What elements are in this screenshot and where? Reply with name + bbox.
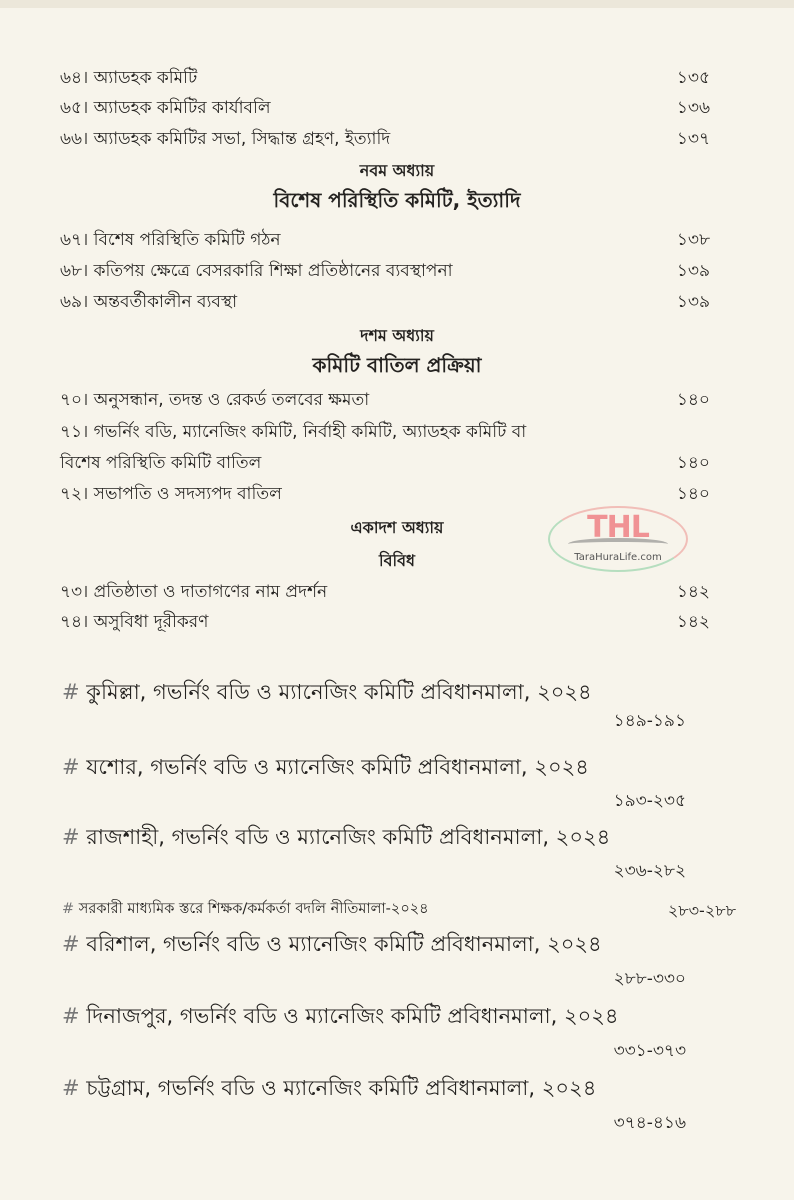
supplement-title-text: বরিশাল, গভর্নিং বডি ও ম্যানেজিং কমিটি প্রবিধানমালা, ২০২৪ <box>86 932 602 956</box>
entry-text: বিশেষ পরিস্থিতি কমিটি বাতিল <box>60 453 262 473</box>
entry-page: ১৩৮ <box>676 230 710 250</box>
toc-entry <box>60 479 710 509</box>
supplement-title-text: কুমিল্লা, গভর্নিং বডি ও ম্যানেজিং কমিটি প্রবিধানমালা, ২০২৪ <box>86 680 592 704</box>
toc-entry <box>60 225 710 255</box>
entry-text: ৬৪। অ্যাডহক কমিটি <box>60 68 198 88</box>
toc-entry <box>60 607 710 637</box>
supplement-title <box>62 1072 596 1107</box>
toc-entry <box>60 124 710 154</box>
entry-text: ৭৩। প্রতিষ্ঠাতা ও দাতাগণের নাম প্রদর্শন <box>60 582 328 602</box>
supplement-pages: ২৮৮-৩৩০ <box>613 969 686 989</box>
hash-marker: # <box>62 932 80 956</box>
supplement-pages: ২৮৩-২৮৮ <box>667 901 736 920</box>
supplement-title <box>62 821 610 856</box>
supplement-title <box>62 751 589 786</box>
entry-page: ১৩৫ <box>676 68 710 88</box>
hash-marker: # <box>62 901 75 917</box>
entry-page: ১৩৬ <box>676 98 710 118</box>
supplement-pages: ৩৩১-৩৭৩ <box>613 1041 686 1061</box>
entry-text: ৬৮। কতিপয় ক্ষেত্রে বেসরকারি শিক্ষা প্রতিষ্ঠানের ব্যবস্থাপনা <box>60 261 453 281</box>
entry-text: ৭৪। অসুবিধা দূরীকরণ <box>60 612 209 632</box>
toc-entry <box>60 287 710 317</box>
entry-text: ৬৬। অ্যাডহক কমিটির সভা, সিদ্ধান্ত গ্রহণ, ইত্যাদি <box>60 129 391 149</box>
toc-entry <box>60 448 710 478</box>
supplement-title <box>62 676 592 711</box>
chapter-title: কমিটি বাতিল প্রক্রিয়া <box>312 353 482 377</box>
entry-page: ১৪০ <box>676 390 710 410</box>
watermark-site: TaraHuraLife.com <box>574 552 662 563</box>
supplement-title-text: চট্টগ্রাম, গভর্নিং বডি ও ম্যানেজিং কমিটি প্রবিধানমালা, ২০২৪ <box>86 1076 597 1100</box>
toc-entry <box>60 93 710 123</box>
entry-text: ৬৭। বিশেষ পরিস্থিতি কমিটি গঠন <box>60 230 281 250</box>
hash-marker: # <box>62 680 80 704</box>
supplement-pages: ১৪৯-১৯১ <box>613 711 686 731</box>
entry-text: ৬৫। অ্যাডহক কমিটির কার্যাবলি <box>60 98 271 118</box>
hash-marker: # <box>62 755 80 779</box>
entry-text: ৬৯। অন্তবর্তীকালীন ব্যবস্থা <box>60 292 238 312</box>
entry-page: ১৩৯ <box>676 292 710 312</box>
supplement-title <box>62 1000 619 1035</box>
hash-marker: # <box>62 1076 80 1100</box>
supplement-pages: ১৯৩-২৩৫ <box>613 791 686 811</box>
toc-entry <box>60 63 710 93</box>
entry-text: ৭২। সভাপতি ও সদস্যপদ বাতিল <box>60 484 282 504</box>
supplement-title-text: দিনাজপুর, গভর্নিং বডি ও ম্যানেজিং কমিটি প্রবিধানমালা, ২০২৪ <box>86 1004 619 1028</box>
supplement-pages: ৩৭৪-৪১৬ <box>613 1113 686 1133</box>
page-top-edge <box>0 0 794 8</box>
supplement-title <box>62 898 736 922</box>
entry-page: ১৪০ <box>676 484 710 504</box>
supplement-title-text: যশোর, গভর্নিং বডি ও ম্যানেজিং কমিটি প্রবিধানমালা, ২০২৪ <box>86 755 589 779</box>
watermark-logo-mark: THL <box>587 510 649 545</box>
toc-entry <box>60 417 710 447</box>
entry-page: ১৪২ <box>676 582 710 602</box>
entry-text: ৭১। গভর্নিং বডি, ম্যানেজিং কমিটি, নির্বাহী কমিটি, অ্যাডহক কমিটি বা <box>60 422 527 442</box>
chapter-heading: নবম অধ্যায় <box>359 161 435 180</box>
entry-page: ১৪২ <box>676 612 710 632</box>
chapter-title: বিবিধ <box>379 551 415 570</box>
toc-entry <box>60 385 710 415</box>
chapter-heading: একাদশ অধ্যায় <box>350 518 444 537</box>
entry-page: ১৪০ <box>676 453 710 473</box>
supplement-pages: ২৩৬-২৮২ <box>613 861 686 881</box>
toc-entry <box>60 577 710 607</box>
chapter-title: বিশেষ পরিস্থিতি কমিটি, ইত্যাদি <box>273 188 521 212</box>
hash-marker: # <box>62 1004 80 1028</box>
supplement-title-text: রাজশাহী, গভর্নিং বডি ও ম্যানেজিং কমিটি প্রবিধানমালা, ২০২৪ <box>86 825 611 849</box>
hash-marker: # <box>62 825 80 849</box>
chapter-heading: দশম অধ্যায় <box>360 326 434 345</box>
entry-page: ১৩৯ <box>676 261 710 281</box>
entry-page: ১৩৭ <box>676 129 710 149</box>
supplement-title <box>62 928 602 963</box>
supplement-title-text: সরকারী মাধ্যমিক স্তরে শিক্ষক/কর্মকর্তা বদলি নীতিমালা-২০২৪ <box>78 901 429 917</box>
toc-entry <box>60 256 710 286</box>
entry-text: ৭০। অনুসন্ধান, তদন্ত ও রেকর্ড তলবের ক্ষমতা <box>60 390 370 410</box>
